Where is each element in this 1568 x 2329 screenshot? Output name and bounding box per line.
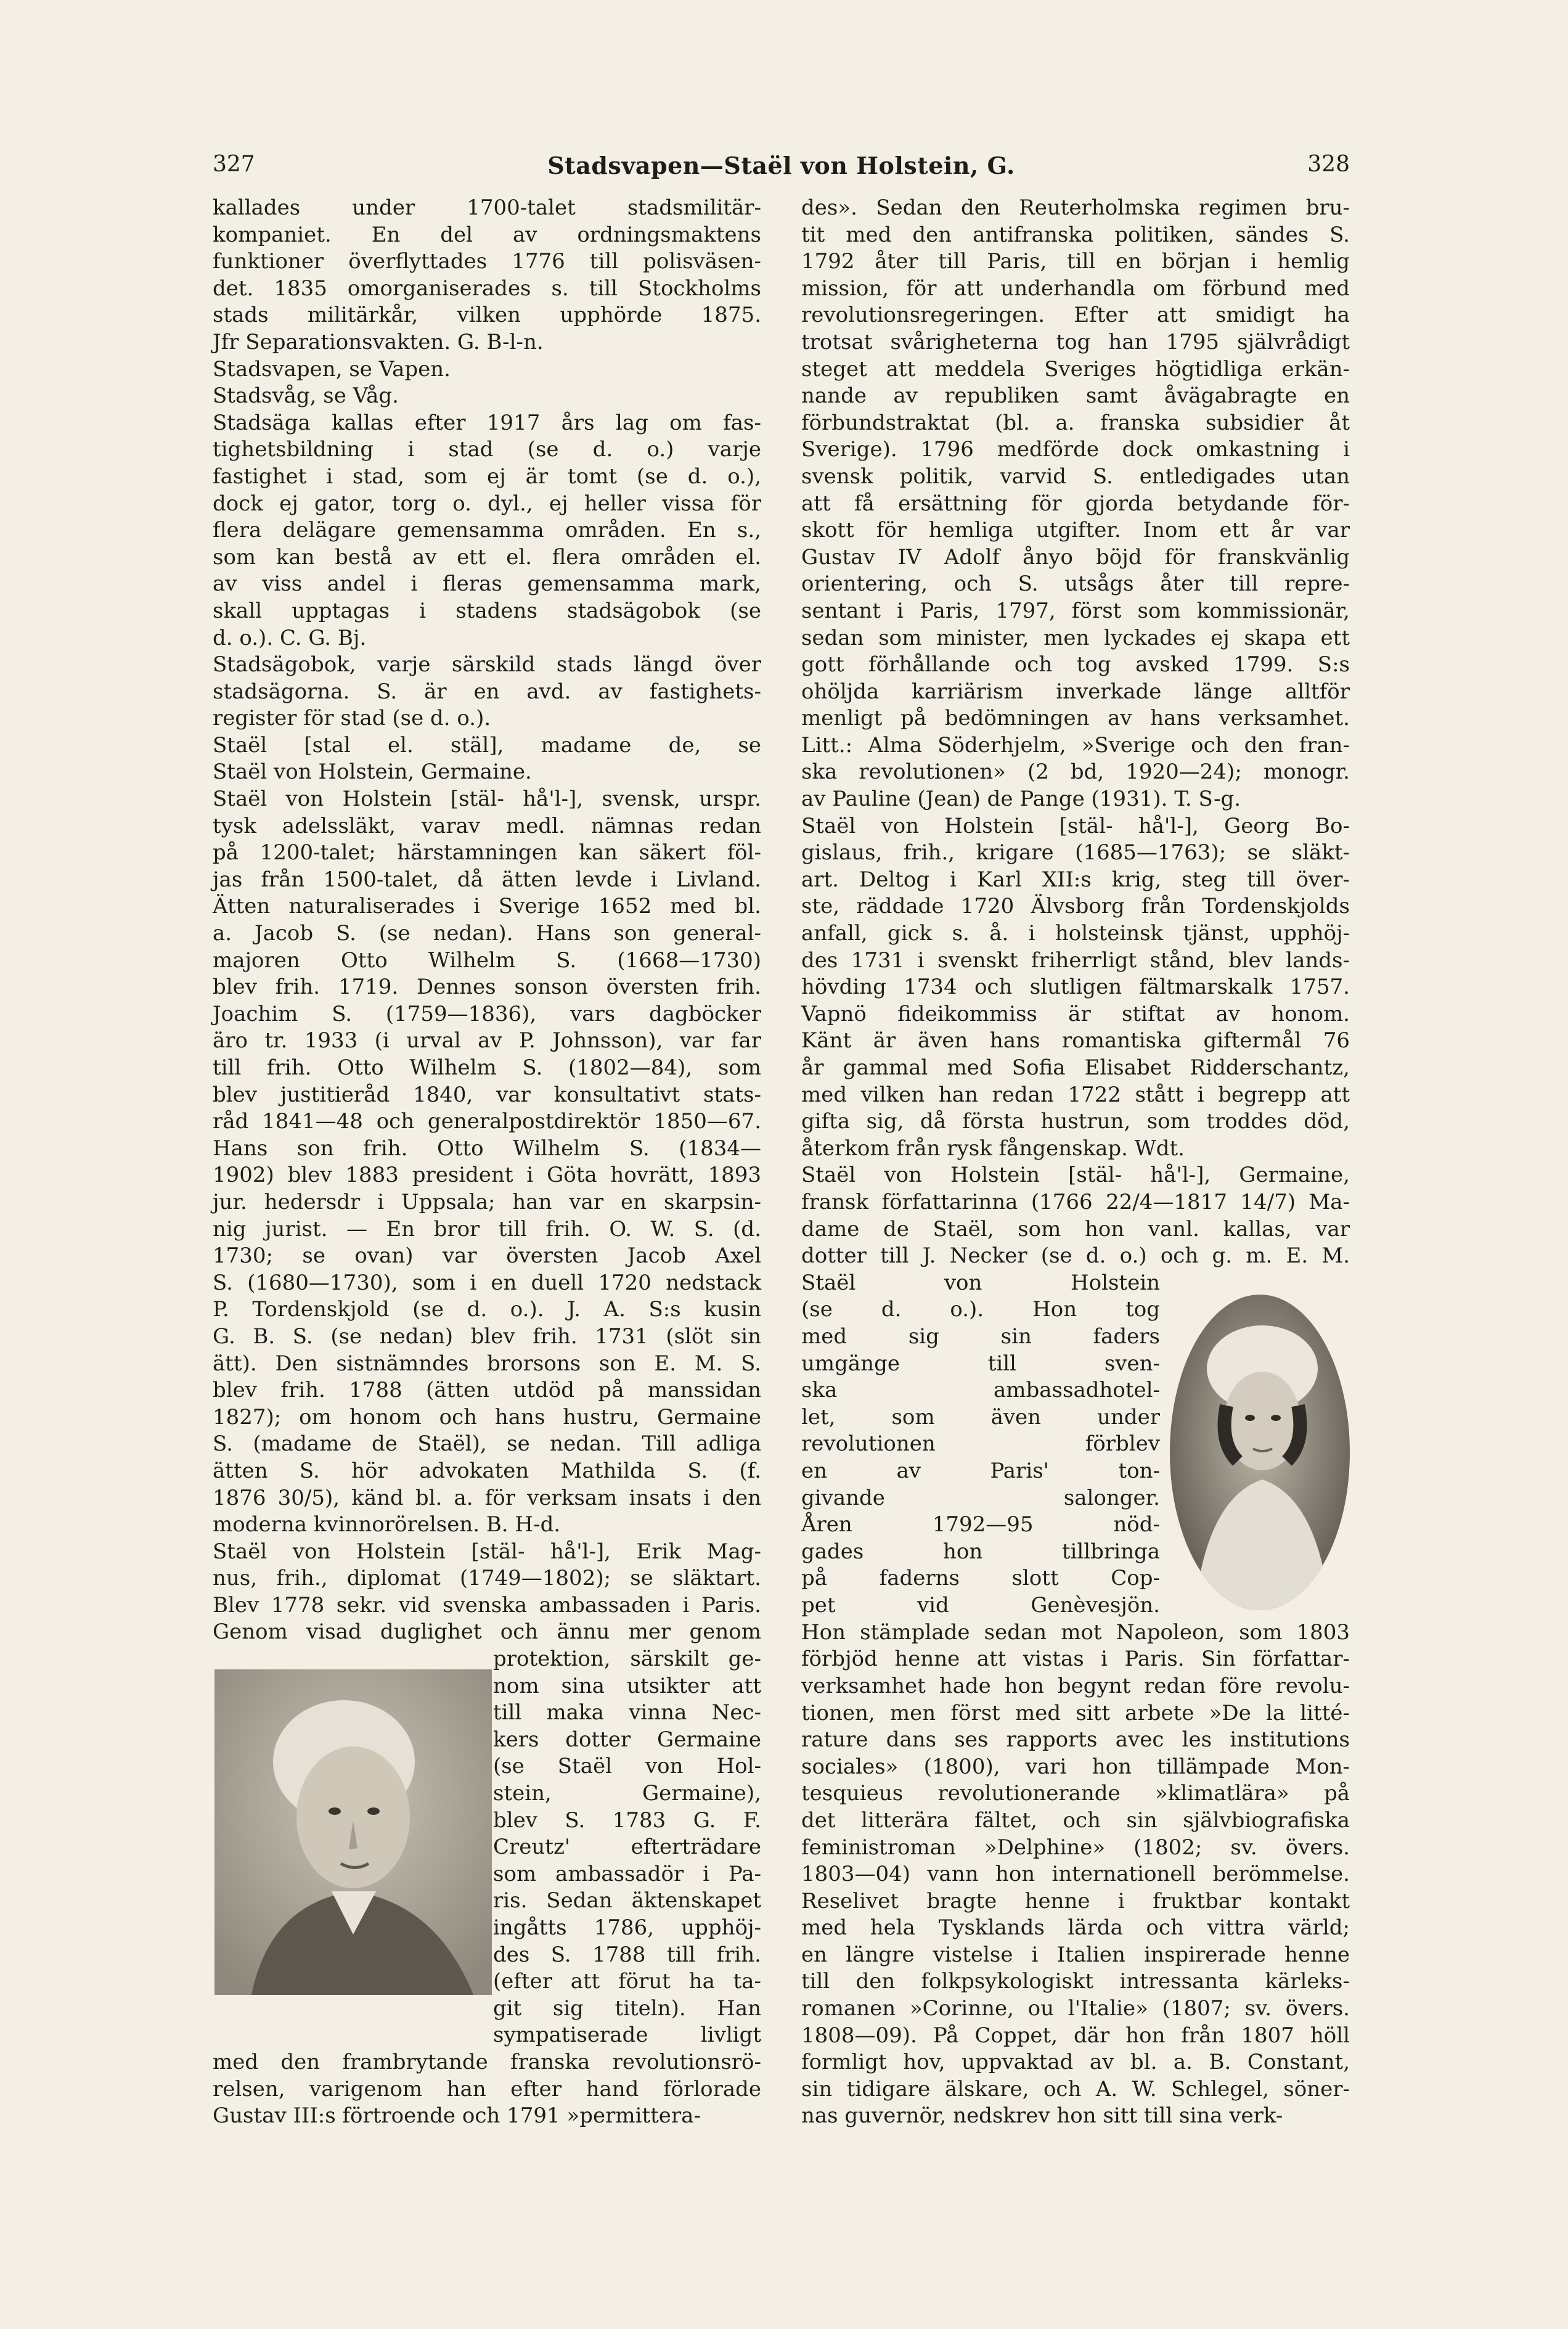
text-line: sedan som minister, men lyckades ej skapa ett — [801, 625, 1350, 650]
right-column-text — [801, 195, 1350, 1270]
text-line: protektion, särskilt ge- — [493, 1647, 761, 1672]
text-line: blev frih. 1788 (ätten utdöd på manssidan — [213, 1378, 761, 1403]
text-line: 1827); om honom och hans hustru, Germaine — [213, 1404, 761, 1430]
text-line: ste, räddade 1720 Älvsborg från Tordenskjolds — [801, 894, 1350, 919]
text-line: tighetsbildning i stad (se d. o.) varje — [213, 437, 761, 462]
text-line: rature dans ses rapports avec les institutions — [801, 1727, 1350, 1753]
text-line: moderna kvinnorörelsen. B. H-d. — [213, 1512, 561, 1537]
text-line: Jfr Separationsvakten. G. B-l-n. — [213, 329, 544, 354]
text-line: kompaniet. En del av ordningsmaktens — [213, 222, 761, 247]
text-line: S. (madame de Staël), se nedan. Till adliga — [213, 1431, 761, 1457]
text-line: feministroman »Delphine» (1802; sv. övers. — [801, 1835, 1350, 1860]
text-line: Staël [stal el. stäl], madame de, se — [213, 732, 761, 758]
text-line: ohöljda karriärism inverkade länge alltför — [801, 679, 1350, 704]
text-line: Staël von Holstein — [801, 1270, 1160, 1295]
text-line: nig jurist. — En bror till frih. O. W. S. (d. — [213, 1216, 761, 1242]
text-line: Gustav III:s förtroende och 1791 »permittera- — [213, 2103, 701, 2129]
text-line: blev frih. 1719. Dennes sonson översten frih. — [213, 975, 761, 1000]
text-line: gifta sig, då första hustrun, som troddes död, — [801, 1109, 1350, 1134]
portrait-germaine — [1170, 1295, 1350, 1610]
text-line: revolutionen förblev — [801, 1431, 1160, 1457]
text-line: sociales» (1800), vari hon tillämpade Mon- — [801, 1754, 1350, 1779]
text-line: till frih. Otto Wilhelm S. (1802—84), som — [213, 1055, 761, 1080]
text-line: en av Paris' ton- — [801, 1458, 1160, 1483]
left-wrap-text — [493, 1646, 761, 2049]
text-line: (se d. o.). Hon tog — [801, 1297, 1160, 1322]
text-line: Litt.: Alma Söderhjelm, »Sverige och den fran- — [801, 732, 1350, 758]
text-line: kallades under 1700-talet stadsmilitär- — [213, 195, 761, 220]
text-line: des S. 1788 till frih. — [493, 1942, 761, 1967]
right-wrap-text — [801, 1270, 1160, 1619]
text-line: Känt är även hans romantiska giftermål 76 — [801, 1028, 1350, 1054]
text-line: Stadsvåg, se Våg. — [213, 383, 399, 409]
text-line: ris. Sedan äktenskapet — [493, 1888, 761, 1914]
text-line: sentant i Paris, 1797, först som kommissionär, — [801, 598, 1350, 623]
text-line: av Pauline (Jean) de Pange (1931). T. S-g. — [801, 787, 1241, 812]
right-column-tail — [801, 1619, 1350, 2130]
text-line: med hela Tysklands lärda och vittra värld; — [801, 1915, 1350, 1941]
text-line: dame de Staël, som hon vanl. kallas, var — [801, 1216, 1350, 1242]
text-line: Stadsäga kallas efter 1917 års lag om fas- — [213, 410, 761, 435]
text-line: Hans son frih. Otto Wilhelm S. (1834— — [213, 1136, 761, 1161]
text-line: som kan bestå av ett el. flera områden el. — [213, 544, 761, 570]
text-line: Staël von Holstein [stäl- hå'l-], Erik Mag- — [213, 1539, 761, 1564]
text-line: (efter att förut ha ta- — [493, 1969, 761, 1994]
text-line: pet vid Genèvesjön. — [801, 1592, 1160, 1618]
text-line: dotter till J. Necker (se d. o.) och g. m. E. M. — [801, 1243, 1350, 1269]
text-line: ska ambassadhotel- — [801, 1378, 1160, 1403]
text-line: som ambassadör i Pa- — [493, 1861, 761, 1886]
text-line: Ätten naturaliserades i Sverige 1652 med bl. — [213, 894, 761, 919]
text-line: 1876 30/5), känd bl. a. för verksam insats i den — [213, 1485, 761, 1510]
text-line: med vilken han redan 1722 stått i begrepp att — [801, 1082, 1350, 1107]
text-line: dock ej gator, torg o. dyl., ej heller vissa för — [213, 491, 761, 516]
text-line: register för stad (se d. o.). — [213, 706, 491, 731]
text-line: ska revolutionen» (2 bd, 1920—24); monogr. — [801, 759, 1350, 785]
text-line: 1808—09). På Coppet, där hon från 1807 höll — [801, 2023, 1350, 2048]
text-line: d. o.). C. G. Bj. — [213, 625, 367, 650]
page-number-right: 328 — [1307, 152, 1350, 177]
text-line: majoren Otto Wilhelm S. (1668—1730) — [213, 948, 761, 973]
text-line: skall upptagas i stadens stadsägobok (se — [213, 598, 761, 623]
text-line: Staël von Holstein [stäl- hå'l-], svensk, urspr. — [213, 787, 761, 812]
text-line: skott för hemliga utgifter. Inom ett år var — [801, 518, 1350, 543]
text-line: stein, Germaine), — [493, 1781, 761, 1806]
text-line: blev justitieråd 1840, var konsultativt stats- — [213, 1082, 761, 1107]
text-line: fransk författarinna (1766 22/4—1817 14/7) Ma- — [801, 1189, 1350, 1214]
text-line: anfall, gick s. å. i holsteinsk tjänst, upphöj- — [801, 921, 1350, 946]
text-line: med den frambrytande franska revolutionsrö- — [213, 2050, 761, 2075]
text-line: till den folkpsykologiskt intressanta kärleks- — [801, 1969, 1350, 1994]
text-line: umgänge till sven- — [801, 1351, 1160, 1376]
text-line: nas guvernör, nedskrev hon sitt till sina verk- — [801, 2103, 1283, 2129]
page-header — [213, 152, 1350, 189]
text-line: let, som även under — [801, 1404, 1160, 1430]
text-line: att få ersättning för gjorda betydande för- — [801, 491, 1350, 516]
text-line: Blev 1778 sekr. vid svenska ambassaden i Paris. — [213, 1592, 761, 1618]
text-line: ätt). Den sistnämndes brorsons son E. M. S. — [213, 1351, 761, 1376]
text-line: hövding 1734 och slutligen fältmarskalk 1757. — [801, 975, 1350, 1000]
text-line: des». Sedan den Reuterholmska regimen bru- — [801, 195, 1350, 220]
text-line: formligt hov, uppvaktad av bl. a. B. Constant, — [801, 2050, 1350, 2075]
text-line: Stadsvapen, se Vapen. — [213, 356, 451, 382]
text-line: på 1200-talet; härstamningen kan säkert föl- — [213, 840, 761, 866]
text-line: menligt på bedömningen av hans verksamhet. — [801, 706, 1350, 731]
text-line: återkom från rysk fångenskap. Wdt. — [801, 1136, 1185, 1161]
portrait-erik-magnus — [214, 1669, 492, 1995]
text-line: år gammal med Sofia Elisabet Ridderschantz, — [801, 1055, 1350, 1080]
text-line: revolutionsregeringen. Efter att smidigt ha — [801, 303, 1350, 328]
text-line: romanen »Corinne, ou l'Italie» (1807; sv. övers. — [801, 1996, 1350, 2021]
text-line: Åren 1792—95 nöd- — [801, 1512, 1160, 1537]
text-line: till maka vinna Nec- — [493, 1700, 761, 1725]
text-line: Staël von Holstein, Germaine. — [213, 759, 532, 785]
text-line: stads militärkår, vilken upphörde 1875. — [213, 303, 761, 328]
text-line: Sverige). 1796 medförde dock omkastning i — [801, 437, 1350, 462]
text-line: ingåtts 1786, upphöj- — [493, 1915, 761, 1940]
text-line: sympatiserade livligt — [493, 2023, 761, 2048]
text-line: relsen, varigenom han efter hand förlorade — [213, 2076, 761, 2102]
text-line: G. B. S. (se nedan) blev frih. 1731 (slöt sin — [213, 1324, 761, 1349]
page-number-left: 327 — [213, 152, 255, 177]
text-line: tesquieus revolutionerande »klimatlära» på — [801, 1781, 1350, 1806]
text-line: flera delägare gemensamma områden. En s., — [213, 518, 761, 543]
text-line: P. Tordenskjold (se d. o.). J. A. S:s kusin — [213, 1297, 761, 1322]
text-line: Genom visad duglighet och ännu mer genom — [213, 1619, 761, 1645]
text-line: verksamhet hade hon begynt redan före revolu- — [801, 1673, 1350, 1698]
text-line: blev S. 1783 G. F. — [493, 1807, 761, 1833]
text-line: sin tidigare älskare, och A. W. Schlegel, söner- — [801, 2076, 1350, 2102]
text-line: en längre vistelse i Italien inspirerade henne — [801, 1942, 1350, 1967]
left-column-tail — [213, 2049, 761, 2130]
text-line: Gustav IV Adolf ånyo böjd för franskvänlig — [801, 544, 1350, 570]
text-line: 1792 åter till Paris, till en början i hemlig — [801, 249, 1350, 274]
text-line: Hon stämplade sedan mot Napoleon, som 1803 — [801, 1619, 1350, 1645]
text-line: (se Staël von Hol- — [493, 1754, 761, 1779]
text-line: tysk adelssläkt, varav medl. nämnas redan — [213, 813, 761, 838]
portrait-erik-magnus-image — [214, 1669, 492, 1995]
text-line: git sig titeln). Han — [493, 1995, 761, 2021]
text-line: gislaus, frih., krigare (1685—1763); se släkt- — [801, 840, 1350, 866]
text-line: gott förhållande och tog avsked 1799. S:s — [801, 652, 1350, 677]
text-line: råd 1841—48 och generalpostdirektör 1850—67. — [213, 1109, 761, 1134]
text-line: svensk politik, varvid S. entledigades utan — [801, 464, 1350, 489]
text-line: art. Deltog i Karl XII:s krig, steg till över- — [801, 867, 1350, 892]
left-column-text — [213, 195, 761, 1646]
text-line: tit med den antifranska politiken, sändes S. — [801, 222, 1350, 247]
text-line: stadsägorna. S. är en avd. av fastighets- — [213, 679, 761, 704]
text-line: nom sina utsikter att — [493, 1673, 761, 1698]
text-line: givande salonger. — [801, 1485, 1160, 1510]
text-line: på faderns slott Cop- — [801, 1566, 1160, 1591]
text-line: Joachim S. (1759—1836), vars dagböcker — [213, 1001, 761, 1026]
text-line: Staël von Holstein [stäl- hå'l-], Georg Bo- — [801, 813, 1350, 838]
text-line: 1803—04) vann hon internationell berömmelse. — [801, 1862, 1350, 1887]
text-line: trotsat svårigheterna tog han 1795 självrådigt — [801, 329, 1350, 354]
text-line: orientering, och S. utsågs åter till repre- — [801, 571, 1350, 597]
text-line: förbundstraktat (bl. a. franska subsidier åt — [801, 410, 1350, 435]
text-line: nus, frih., diplomat (1749—1802); se släktart. — [213, 1566, 761, 1591]
running-title: Stadsvapen—Staël von Holstein, G. — [547, 152, 1015, 179]
text-line: förbjöd henne att vistas i Paris. Sin författar- — [801, 1647, 1350, 1672]
right-column — [801, 195, 1350, 2130]
text-line: Creutz' efterträdare — [493, 1835, 761, 1860]
text-line: kers dotter Germaine — [493, 1727, 761, 1752]
text-line: 1730; se ovan) var översten Jacob Axel — [213, 1243, 761, 1269]
text-line: äro tr. 1933 (i urval av P. Johnsson), var far — [213, 1028, 761, 1054]
text-line: ätten S. hör advokaten Mathilda S. (f. — [213, 1458, 761, 1483]
text-line: nande av republiken samt åvägabragte en — [801, 383, 1350, 409]
text-line: det litterära fältet, och sin självbiografiska — [801, 1807, 1350, 1833]
text-line: Reselivet bragte henne i fruktbar kontakt — [801, 1888, 1350, 1914]
text-line: des 1731 i svenskt friherrligt stånd, blev lands- — [801, 948, 1350, 973]
text-line: det. 1835 omorganiserades s. till Stockholms — [213, 276, 761, 301]
text-line: gades hon tillbringa — [801, 1539, 1160, 1564]
text-line: 1902) blev 1883 president i Göta hovrätt, 1893 — [213, 1163, 761, 1188]
text-line: tionen, men först med sitt arbete »De la litté- — [801, 1700, 1350, 1725]
text-line: Vapnö fideikommiss är stiftat av honom. — [801, 1001, 1350, 1026]
text-line: fastighet i stad, som ej är tomt (se d. o.), — [213, 464, 761, 489]
text-line: med sig sin faders — [801, 1324, 1160, 1349]
text-line: funktioner överflyttades 1776 till polisväsen- — [213, 249, 761, 274]
text-line: a. Jacob S. (se nedan). Hans son general- — [213, 921, 761, 946]
portrait-germaine-image — [1170, 1295, 1350, 1610]
text-line: av viss andel i fleras gemensamma mark, — [213, 571, 761, 597]
text-line: Stadsägobok, varje särskild stads längd över — [213, 652, 761, 677]
text-line: Staël von Holstein [stäl- hå'l-], Germaine, — [801, 1163, 1350, 1188]
text-line: S. (1680—1730), som i en duell 1720 nedstack — [213, 1270, 761, 1295]
text-line: mission, för att underhandla om förbund med — [801, 276, 1350, 301]
text-line: jur. hedersdr i Uppsala; han var en skarpsin- — [213, 1189, 761, 1214]
text-line: steget att meddela Sveriges högtidliga erkän- — [801, 356, 1350, 382]
text-line: jas från 1500-talet, då ätten levde i Livland. — [213, 867, 761, 892]
